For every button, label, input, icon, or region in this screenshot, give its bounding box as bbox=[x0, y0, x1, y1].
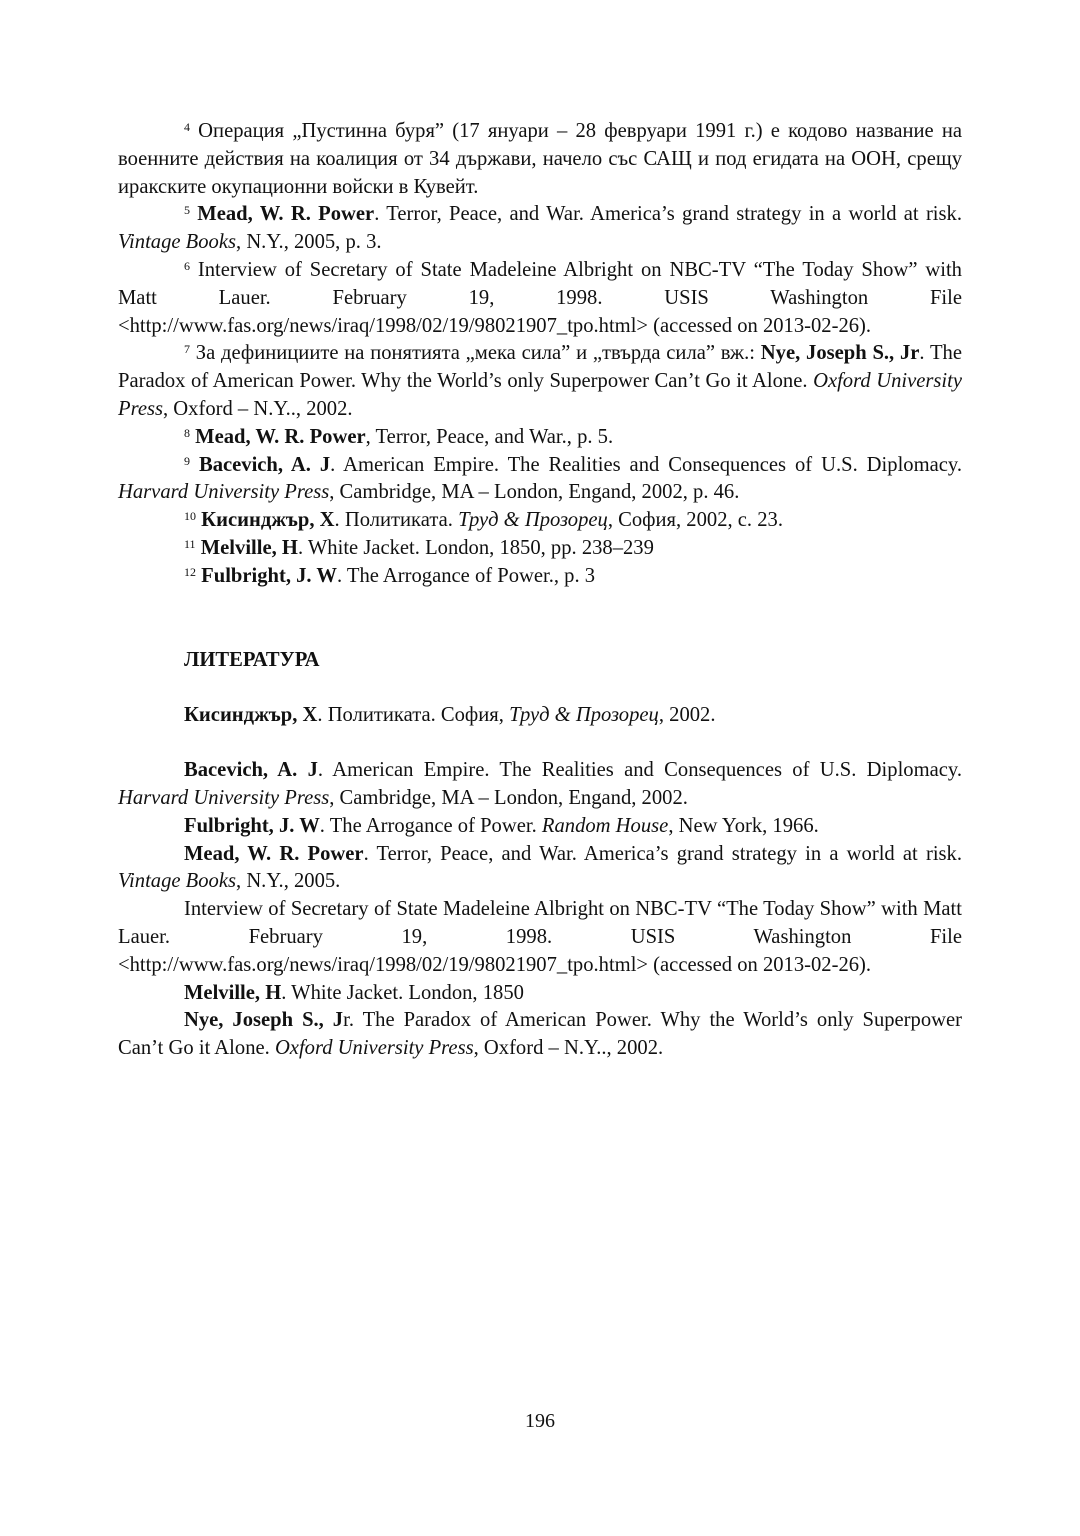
footnote-publisher: Oxford University Press bbox=[118, 370, 962, 420]
reference-text: , 2002. bbox=[658, 704, 716, 727]
footnote-author: Fulbright, J. W bbox=[201, 564, 337, 587]
reference-author: Mead, W. R. Power bbox=[184, 842, 364, 865]
spacer bbox=[118, 591, 962, 647]
spacer bbox=[118, 674, 962, 702]
reference-entry bbox=[118, 980, 962, 1008]
footnote-author: Bacevich, A. J bbox=[198, 453, 331, 476]
reference-publisher: Труд & Прозорец bbox=[509, 704, 659, 727]
footnote-text: , Cambridge, MA – London, Engand, 2002, p. 46. bbox=[329, 481, 740, 504]
footnote-author: Melville, H bbox=[200, 536, 298, 559]
reference-entry bbox=[118, 702, 962, 730]
reference-entry bbox=[118, 757, 962, 813]
reference-publisher: Oxford University Press bbox=[274, 1037, 474, 1060]
reference-entry bbox=[118, 813, 962, 841]
reference-entry bbox=[118, 1007, 962, 1063]
reference-author: Bacevich, A. J bbox=[184, 759, 318, 782]
footnote-number: 5 bbox=[184, 203, 190, 218]
footnote-number: 11 bbox=[184, 536, 196, 551]
footnote-11 bbox=[118, 535, 962, 563]
footnote-number: 9 bbox=[184, 453, 190, 468]
reference-text: . White Jacket. London, 1850 bbox=[281, 981, 524, 1004]
reference-text: r. The Paradox of American Power. Why the World’s only Superpower Can’t Go it Alone. bbox=[118, 1009, 962, 1060]
footnote-publisher: Harvard University Press bbox=[118, 481, 330, 504]
footnote-6 bbox=[118, 257, 962, 340]
footnote-text: . American Empire. The Realities and Consequences of U.S. Diplomacy. bbox=[330, 453, 962, 476]
footnote-number: 6 bbox=[184, 258, 190, 273]
reference-publisher: Vintage Books bbox=[118, 870, 237, 893]
footnote-5 bbox=[118, 201, 962, 257]
footnote-9 bbox=[118, 452, 962, 508]
reference-author: Melville, H bbox=[184, 981, 282, 1004]
literature-heading: ЛИТЕРАТУРА bbox=[184, 648, 320, 671]
document-page bbox=[118, 118, 962, 1063]
footnote-text: Операция „Пустинна буря” (17 януари – 28 февруари 1991 г.) е кодово название на военните действия на коалиция от 34 държави, начело със САЩ и под егидата на ООН, срещу иракските окупационни войски в Кувейт. bbox=[118, 120, 962, 198]
reference-text: , Cambridge, MA – London, Engand, 2002. bbox=[329, 786, 688, 809]
footnote-number: 12 bbox=[184, 564, 196, 579]
footnote-text: За дефинициите на понятията „мека сила” и „твърда сила” вж.: bbox=[195, 342, 761, 365]
footnote-text: , Terror, Peace, and War., p. 5. bbox=[365, 425, 614, 448]
reference-author: Кисинджър, Х bbox=[184, 704, 318, 727]
footnote-publisher: Vintage Books bbox=[118, 231, 237, 254]
reference-publisher: Harvard University Press bbox=[118, 786, 330, 809]
reference-text: Interview of Secretary of State Madeleine Albright on NBC-TV “The Today Show” with Matt Lauer. February 19, 1998. USIS Washington File <http://www.fas.org/news/iraq/1998/02/19/98021907_tpo.html> (accessed on 2013-02-26). bbox=[118, 898, 962, 976]
footnote-publisher: Труд & Прозорец bbox=[458, 509, 608, 532]
footnote-number: 8 bbox=[184, 425, 190, 440]
footnote-text: . The Paradox of American Power. Why the World’s only Superpower Can’t Go it Alone. bbox=[118, 342, 962, 393]
reference-text: . Terror, Peace, and War. America’s grand strategy in a world at risk. bbox=[363, 842, 962, 865]
footnote-text: Interview of Secretary of State Madeleine Albright on NBC-TV “The Today Show” with Matt Lauer. February 19, 1998. USIS Washington File <http://www.fas.org/news/iraq/1998/02/19/98021907_tpo.html> (accessed on 2013-02-26). bbox=[118, 258, 962, 337]
reference-author: Nye, Joseph S., J bbox=[184, 1009, 344, 1032]
reference-text: , New York, 1966. bbox=[668, 814, 819, 837]
page-number: 196 bbox=[525, 1410, 555, 1432]
footnote-7 bbox=[118, 340, 962, 423]
reference-author: Fulbright, J. W bbox=[184, 814, 320, 837]
footnote-author: Nye, Joseph S., Jr bbox=[760, 342, 920, 365]
footnote-10 bbox=[118, 507, 962, 535]
footnote-text: . Политиката. bbox=[334, 509, 459, 532]
footnote-author: Mead, W. R. Power bbox=[195, 425, 366, 448]
reference-entry bbox=[118, 896, 962, 979]
footnote-text: . White Jacket. London, 1850, pp. 238–239 bbox=[297, 536, 654, 559]
footnote-text: . Terror, Peace, and War. America’s grand strategy in a world at risk. bbox=[374, 203, 962, 226]
reference-text: . Политиката. София, bbox=[317, 704, 510, 727]
footnote-author: Mead, W. R. Power bbox=[197, 203, 375, 226]
reference-publisher: Random House bbox=[541, 814, 669, 837]
footnote-number: 7 bbox=[184, 342, 190, 357]
footnote-8 bbox=[118, 424, 962, 452]
footnote-author: Кисинджър, Х bbox=[201, 509, 335, 532]
reference-text: . The Arrogance of Power. bbox=[319, 814, 542, 837]
footnote-number: 4 bbox=[184, 120, 190, 134]
reference-text: , N.Y., 2005. bbox=[236, 870, 341, 893]
footnote-number: 10 bbox=[184, 509, 196, 524]
reference-text: . American Empire. The Realities and Consequences of U.S. Diplomacy. bbox=[317, 759, 963, 782]
footnote-12 bbox=[118, 563, 962, 591]
footnote-text: , Oxford – N.Y.., 2002. bbox=[163, 397, 353, 420]
spacer bbox=[118, 730, 962, 757]
footnote-text: , София, 2002, с. 23. bbox=[607, 509, 783, 532]
reference-text: , Oxford – N.Y.., 2002. bbox=[473, 1037, 664, 1060]
reference-entry bbox=[118, 841, 962, 897]
footnote-text: . The Arrogance of Power., p. 3 bbox=[336, 564, 596, 587]
footnote-4 bbox=[118, 118, 962, 201]
footnote-text: , N.Y., 2005, p. 3. bbox=[236, 231, 382, 254]
